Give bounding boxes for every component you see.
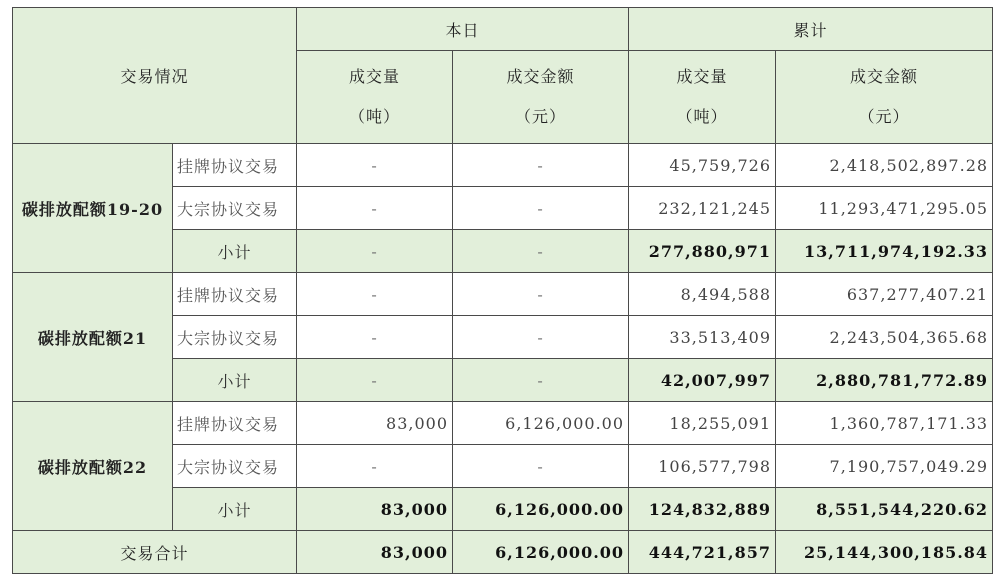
cum-volume: 42,007,997 (629, 359, 776, 402)
trade-type: 挂牌协议交易 (173, 144, 297, 187)
volume-unit: （吨） (676, 107, 728, 126)
today-volume: 83,000 (297, 531, 453, 574)
today-amount: - (453, 230, 629, 273)
today-amount: - (453, 273, 629, 316)
cum-volume-header (629, 51, 776, 144)
amount-label: 成交金额 (850, 67, 919, 86)
today-amount: - (453, 144, 629, 187)
group-name: 碳排放配额22 (13, 402, 173, 531)
cum-amount: 637,277,407.21 (776, 273, 993, 316)
table-row (13, 144, 993, 187)
subtotal-label: 小计 (173, 230, 297, 273)
today-amount: - (453, 445, 629, 488)
trade-type: 大宗协议交易 (173, 187, 297, 230)
trade-type: 挂牌协议交易 (173, 273, 297, 316)
cum-amount: 13,711,974,192.33 (776, 230, 993, 273)
cum-amount: 2,243,504,365.68 (776, 316, 993, 359)
today-volume: 83,000 (297, 402, 453, 445)
cum-volume: 8,494,588 (629, 273, 776, 316)
cum-amount: 1,360,787,171.33 (776, 402, 993, 445)
today-volume: 83,000 (297, 488, 453, 531)
today-volume: - (297, 273, 453, 316)
table-row (13, 273, 993, 316)
today-amount: 6,126,000.00 (453, 488, 629, 531)
cum-volume: 232,121,245 (629, 187, 776, 230)
cum-volume: 33,513,409 (629, 316, 776, 359)
cum-volume: 124,832,889 (629, 488, 776, 531)
grand-total-label: 交易合计 (13, 531, 297, 574)
cum-amount: 25,144,300,185.84 (776, 531, 993, 574)
volume-unit: （吨） (349, 107, 401, 126)
today-amount: - (453, 359, 629, 402)
subtotal-label: 小计 (173, 488, 297, 531)
cum-amount: 2,880,781,772.89 (776, 359, 993, 402)
cum-volume: 45,759,726 (629, 144, 776, 187)
amount-unit: （元） (858, 107, 910, 126)
cum-volume: 106,577,798 (629, 445, 776, 488)
volume-label: 成交量 (676, 67, 728, 86)
cumulative-header: 累计 (629, 8, 993, 51)
today-amount: - (453, 187, 629, 230)
group-name: 碳排放配额19-20 (13, 144, 173, 273)
trade-type: 大宗协议交易 (173, 316, 297, 359)
today-volume: - (297, 144, 453, 187)
cum-volume: 277,880,971 (629, 230, 776, 273)
trade-type: 大宗协议交易 (173, 445, 297, 488)
grand-total-row (13, 531, 993, 574)
table-row (13, 402, 993, 445)
today-amount: - (453, 316, 629, 359)
cum-amount: 11,293,471,295.05 (776, 187, 993, 230)
trade-summary-table (12, 7, 993, 574)
today-volume: - (297, 359, 453, 402)
today-header: 本日 (297, 8, 629, 51)
trade-status-header: 交易情况 (13, 8, 297, 144)
header-row-top (13, 8, 993, 51)
today-volume-header (297, 51, 453, 144)
today-volume: - (297, 187, 453, 230)
group-name: 碳排放配额21 (13, 273, 173, 402)
cum-amount-header (776, 51, 993, 144)
trade-type: 挂牌协议交易 (173, 402, 297, 445)
volume-label: 成交量 (349, 67, 401, 86)
amount-unit: （元） (515, 107, 567, 126)
today-amount: 6,126,000.00 (453, 402, 629, 445)
subtotal-label: 小计 (173, 359, 297, 402)
today-volume: - (297, 316, 453, 359)
cum-volume: 444,721,857 (629, 531, 776, 574)
amount-label: 成交金额 (506, 67, 575, 86)
cum-amount: 8,551,544,220.62 (776, 488, 993, 531)
today-volume: - (297, 230, 453, 273)
cum-amount: 2,418,502,897.28 (776, 144, 993, 187)
today-volume: - (297, 445, 453, 488)
cum-amount: 7,190,757,049.29 (776, 445, 993, 488)
cum-volume: 18,255,091 (629, 402, 776, 445)
today-amount: 6,126,000.00 (453, 531, 629, 574)
today-amount-header (453, 51, 629, 144)
